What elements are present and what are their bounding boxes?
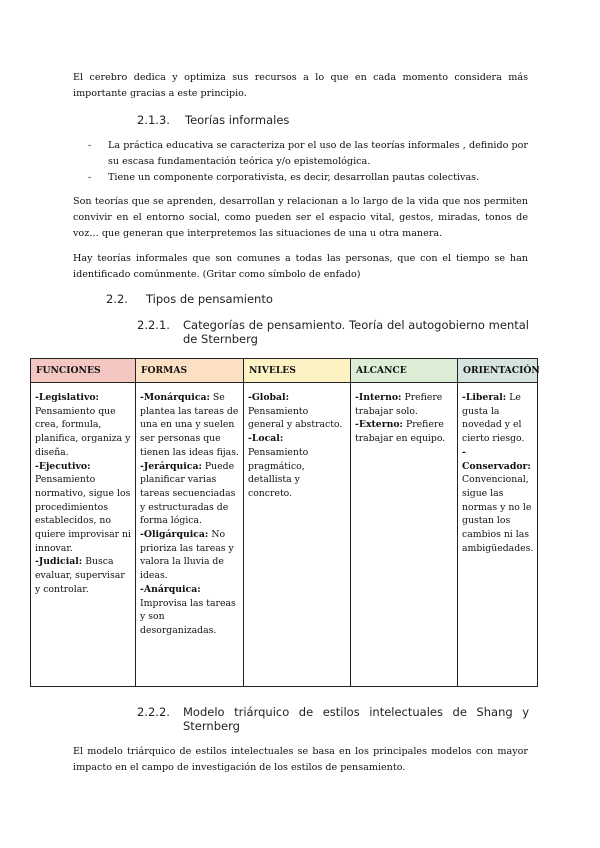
- term: -Legislativo:: [35, 392, 99, 403]
- description: Puede planificar varias tareas secuenciadas y estructuradas de forma lógica.: [140, 460, 236, 527]
- bullet-marker: -: [88, 140, 92, 151]
- cell-formas: [136, 383, 244, 687]
- paragraph: Hay teorías informales que son comunes a todas las personas, que con el tiempo se han identificado comúnmente. (Gritar como símbolo de enfado): [73, 253, 528, 280]
- section-title: Modelo triárquico de estilos intelectuales de Shang y Sternberg: [183, 705, 529, 733]
- term: -Local:: [248, 433, 284, 445]
- description: No prioriza las tareas y valora la lluvia de ideas.: [140, 529, 234, 582]
- description: Prefiere trabajar en equipo.: [355, 419, 446, 445]
- cell-niveles: [244, 383, 351, 687]
- intro-paragraph: El cerebro dedica y optimiza sus recursos a lo que en cada momento considera más importante gracias a este principio.: [73, 72, 528, 99]
- description: Pensamiento que crea, formula, planifica, organiza y diseña.: [35, 405, 131, 458]
- table-row: [31, 383, 538, 687]
- header-funciones: FUNCIONES: [31, 359, 136, 383]
- description: Pensamiento normativo, sigue los procedimientos establecidos, no quiere improvisar ni innovar.: [35, 474, 131, 554]
- list-item: [88, 170, 528, 186]
- term: -Global:: [248, 392, 290, 403]
- bullet-marker: -: [88, 172, 92, 183]
- table-header-row: [31, 359, 538, 383]
- description: Se plantea las tareas de una en una y suelen ser personas que tienen las ideas fijas.: [140, 392, 239, 458]
- section-title: Tipos de pensamiento: [146, 292, 273, 306]
- thinking-styles-table: [30, 358, 538, 687]
- description: Le gusta la novedad y el cierto riesgo.: [462, 392, 525, 445]
- term: -Judicial:: [35, 556, 83, 568]
- term: -Anárquica:: [140, 583, 201, 595]
- cell-funciones: [31, 383, 136, 687]
- description: Pensamiento pragmático, detallista y concreto.: [248, 446, 309, 499]
- header-niveles: NIVELES: [244, 359, 351, 383]
- list-item: [88, 138, 528, 170]
- section-number: 2.2.2.: [137, 705, 170, 719]
- list-item-text: La práctica educativa se caracteriza por el uso de las teorías informales , definido por su escasa fundamentación teórica y/o epistemológica.: [108, 140, 528, 167]
- term: -Oligárquica:: [140, 529, 209, 541]
- section-number: 2.2.: [106, 292, 128, 306]
- bullet-list: [88, 138, 528, 186]
- header-orientacion: ORIENTACIÓN: [458, 359, 538, 383]
- paragraph: Son teorías que se aprenden, desarrollan y relacionan a lo largo de la vida que nos permiten convivir en el entorno social, como pueden ser el espacio vital, gestos, miradas, tonos de voz… que generan que interpretemos las situaciones de una u otra manera.: [73, 196, 528, 239]
- cell-alcance: [351, 383, 458, 687]
- section-heading-2-2-2: [137, 705, 529, 733]
- header-alcance: ALCANCE: [351, 359, 458, 383]
- term: -Monárquica:: [140, 392, 210, 403]
- paragraph: El modelo triárquico de estilos intelectuales se basa en los principales modelos con mayor impacto en el campo de investigación de los estilos de pensamiento.: [73, 746, 528, 773]
- description: Pensamiento general y abstracto.: [248, 405, 343, 431]
- description: Convencional, sigue las normas y no le gustan los cambios ni las ambigüedades.: [462, 474, 534, 554]
- section-heading-2-2-1: [137, 318, 529, 346]
- description: Improvisa las tareas y son desorganizadas.: [140, 597, 236, 636]
- section-title: Teorías informales: [185, 113, 290, 127]
- header-formas: FORMAS: [136, 359, 244, 383]
- description: Prefiere trabajar solo.: [355, 392, 443, 417]
- section-number: 2.2.1.: [137, 318, 170, 332]
- cell-orientacion: [458, 383, 538, 687]
- term: -Conservador:: [462, 446, 531, 472]
- section-heading-2-1-3: [137, 113, 289, 127]
- description: Busca evaluar, supervisar y controlar.: [35, 556, 125, 595]
- section-title: Categorías de pensamiento. Teoría del autogobierno mental de Sternberg: [183, 318, 529, 346]
- term: -Ejecutivo:: [35, 460, 91, 472]
- section-number: 2.1.3.: [137, 113, 170, 127]
- term: -Liberal:: [462, 392, 507, 403]
- section-heading-2-2: [106, 292, 273, 306]
- term: -Externo:: [355, 419, 403, 431]
- term: -Jerárquica:: [140, 460, 202, 472]
- term: -Interno:: [355, 392, 402, 403]
- list-item-text: Tiene un componente corporativista, es decir, desarrollan pautas colectivas.: [108, 172, 480, 183]
